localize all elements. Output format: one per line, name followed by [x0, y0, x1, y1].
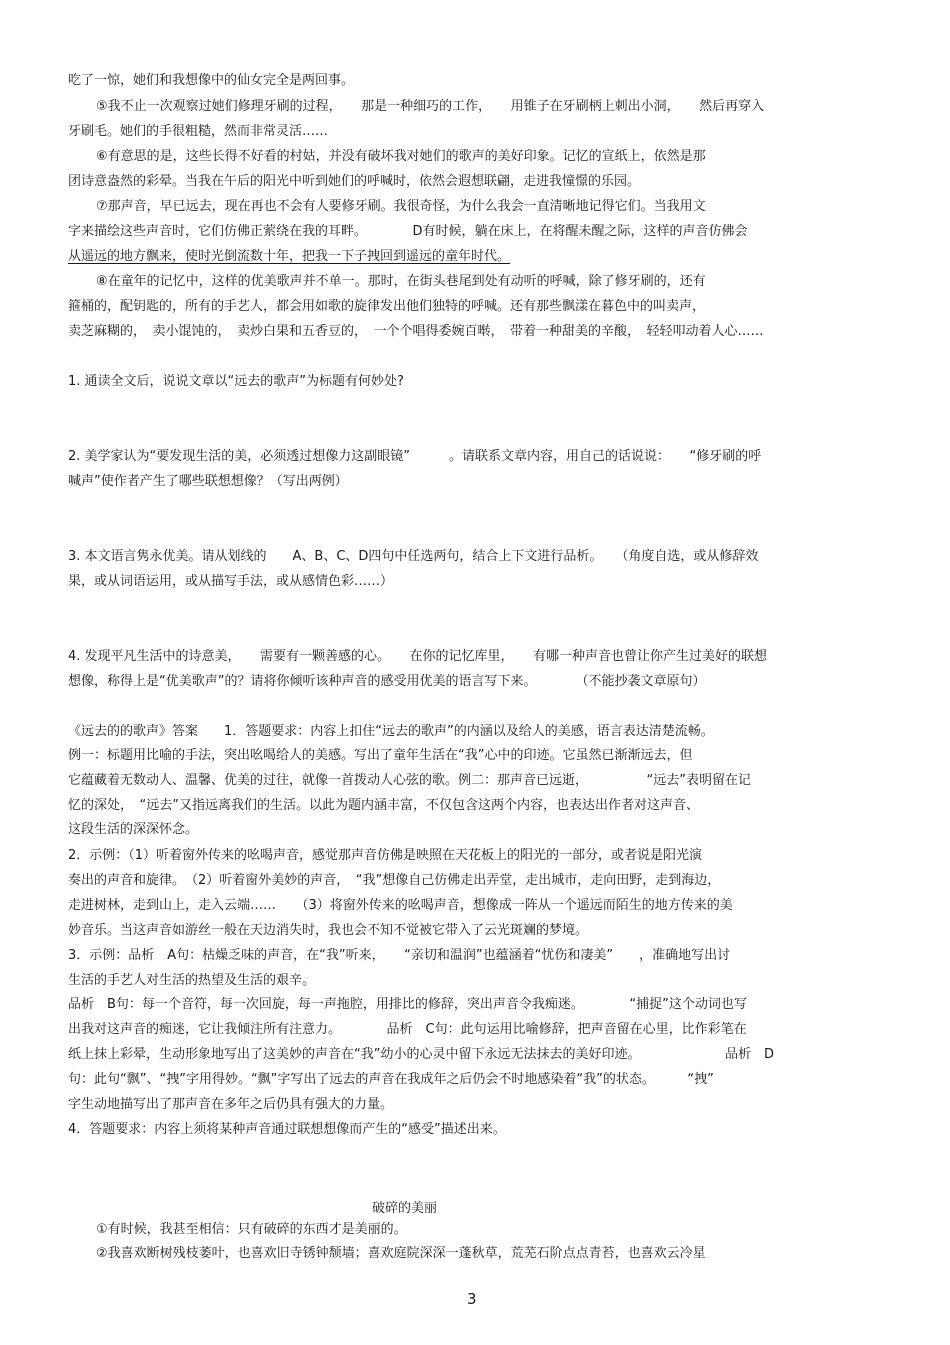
text-line: 出我对这声音的痴迷，它让我倾注所有注意力。 品析 C句：此句运用比喻修辞，把声音留在心里，比作彩笔在: [68, 1022, 747, 1037]
text-line: ①有时候，我甚至相信：只有破碎的东西才是美丽的。: [96, 1222, 407, 1237]
text-line: 纸上抹上彩晕，生动形象地写出了这美妙的声音在“我”幼小的心灵中留下永远无法抹去的美好印迹。 品析 D: [68, 1047, 774, 1062]
text-line: 卖芝麻糊的， 卖小馄饨的， 卖炒白果和五香豆的， 一个个唱得委婉百啭， 带着一种甜美的辛酸， 轻轻叩动着人心……: [68, 324, 764, 339]
text-line: 吃了一惊，她们和我想像中的仙女完全是两回事。: [68, 73, 355, 88]
text-line: 字来描绘这些声音时，它们仿佛正萦绕在我的耳畔。 D有时候，躺在床上，在将醒未醒之际，这样的声音仿佛会: [68, 224, 748, 239]
text-line: 4．答题要求：内容上须将某种声音通过联想想像而产生的“感受”描述出来。: [68, 1122, 506, 1137]
text-line: 团诗意盎然的彩晕。当我在午后的阳光中听到她们的呼喊时，依然会遐想联翩，走进我憧憬的乐园。: [68, 174, 641, 189]
text-line: ②我喜欢断树残枝萎叶，也喜欢旧寺锈钟颓墙；喜欢庭院深深一蓬秋草，荒芜石阶点点青苔，也喜欢云冷星: [96, 1246, 706, 1261]
text-line: 从遥远的地方飘来，使时光倒流数十年，把我一下子拽回到遥远的童年时代。: [68, 249, 511, 264]
section-title: 破碎的美丽: [372, 1201, 438, 1216]
text-line: 2．示例：（1）听着窗外传来的吆喝声音，感觉那声音仿佛是映照在天花板上的阳光的一部分，或者说是阳光演: [68, 848, 703, 863]
text-line: 例一：标题用比喻的手法，突出吆喝给人的美感。写出了童年生活在“我”心中的印迹。它虽然已渐渐远去，但: [68, 748, 693, 763]
text-line: 这段生活的深深怀念。: [68, 822, 199, 837]
text-line: 想像，称得上是“优美歌声”的？请将你倾听该种声音的感受用优美的语言写下来。 （不能抄袭文章原句）: [68, 674, 706, 689]
text-line: 句：此句“飘”、“拽”字用得妙。“飘”字写出了远去的声音在我成年之后仍会不时地感染着“我”的状态。 “拽”: [68, 1072, 714, 1087]
text-line: 走进树林，走到山上，走入云端…… （3）将窗外传来的吆喝声音，想像成一阵从一个遥远而陌生的地方传来的美: [68, 898, 733, 913]
text-line: ⑦那声音，早已远去，现在再也不会有人要修牙刷。我很奇怪，为什么我会一直清晰地记得它们。当我用文: [96, 199, 706, 214]
text-line: 奏出的声音和旋律。 （2）听着窗外美妙的声音， “我”想像自己仿佛走出弄堂，走出城市，走向田野，走到海边，: [68, 873, 721, 888]
text-line: 喊声”使作者产生了哪些联想想像？（写出两例）: [68, 474, 348, 489]
text-line: 它蕴藏着无数动人、温馨、优美的过往，就像一首拨动人心弦的歌。例二：那声音已远逝， “远去”表明留在记: [68, 773, 751, 788]
page-number: 3: [467, 1290, 477, 1308]
text-line: 《远去的的歌声》答案 1．答题要求：内容上扣住“远去的歌声”的内涵以及给人的美感，语言表达清楚流畅。: [68, 724, 714, 739]
text-line: 2. 美学家认为“要发现生活的美，必须透过想像力这副眼镜” 。请联系文章内容，用自己的话说说： “修牙刷的呼: [68, 449, 762, 464]
text-line: 忆的深处， “远去”又指远离我们的生活。以此为题内涵丰富，不仅包含这两个内容，也表达出作者对这声音、: [68, 798, 699, 813]
text-line: 字生动地描写出了那声音在多年之后仍具有强大的力量。: [68, 1097, 394, 1112]
text-line: ⑤我不止一次观察过她们修理牙刷的过程， 那是一种细巧的工作， 用锥子在牙刷柄上刺出小洞， 然后再穿入: [96, 99, 765, 114]
text-line: 生活的手艺人对生活的热望及生活的艰辛。: [68, 973, 316, 988]
text-line: 3. 本文语言隽永优美。请从划线的 A、B、C、D四句中任选两句，结合上下文进行品析。 （角度自选，或从修辞效: [68, 549, 759, 564]
text-line: 4. 发现平凡生活中的诗意美， 需要有一颗善感的心。 在你的记忆库里， 有哪一种声音也曾让你产生过美好的联想: [68, 649, 768, 664]
text-line: 品析 B句：每一个音符，每一次回旋，每一声拖腔，用排比的修辞，突出声音令我痴迷。 “捕捉”这个动词也写: [68, 997, 747, 1012]
text-line: 妙音乐。当这声音如游丝一般在天边消失时，我也会不知不觉被它带入了云光斑斓的梦境。: [68, 923, 589, 938]
text-line: 1. 通读全文后，说说文章以“远去的歌声”为标题有何妙处?: [68, 374, 404, 389]
text-line: ⑥有意思的是，这些长得不好看的村姑，并没有破坏我对她们的歌声的美好印象。记忆的宣纸上，依然是那: [96, 149, 706, 164]
text-line: 果，或从词语运用，或从描写手法，或从感情色彩……）: [68, 574, 394, 589]
text-line: 箍桶的，配钥匙的，所有的手艺人，都会用如歌的旋律发出他们独特的呼喊。还有那些飘漾在暮色中的叫卖声，: [68, 299, 706, 314]
text-line: 3．示例：品析 A句：枯燥乏味的声音，在“我”听来， “亲切和温润”也蕴涵着“忧伤和凄美” ，准确地写出讨: [68, 948, 731, 963]
text-line: 牙刷毛。她们的手很粗糙，然而非常灵活……: [68, 124, 329, 139]
text-line: ⑧在童年的记忆中，这样的优美歌声并不单一。那时，在街头巷尾到处有动听的呼喊，除了修牙刷的，还有: [96, 274, 706, 289]
